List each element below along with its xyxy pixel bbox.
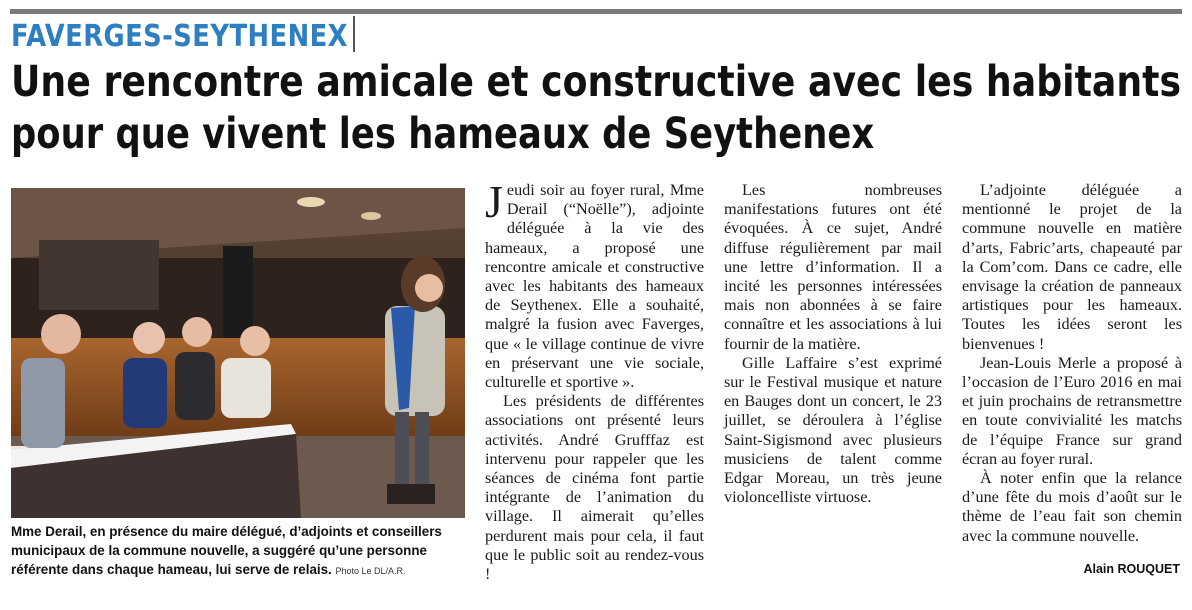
headline-line-1: Une rencontre amicale et constructive avec les habitants bbox=[11, 57, 1182, 107]
photo-caption bbox=[11, 522, 467, 581]
caption-text: Mme Derail, en présence du maire délégué, d’adjoints et conseillers municipaux de la commune nouvelle, a suggéré qu’une personne référente dans chaque hameau, lui serve de relais. bbox=[11, 524, 442, 577]
kicker-divider bbox=[353, 16, 355, 52]
paragraph-6: Jean-Louis Merle a proposé à l’occasion de l’Euro 2016 en mai et juin prochains de retransmettre en toute convivialité les matchs de l’équipe France sur grand écran au foyer rural. bbox=[962, 353, 1182, 468]
paragraph-7: À noter enfin que la relance d’une fête du mois d’août sur le thème de l’eau fait son chemin avec la commune nouvelle. bbox=[962, 469, 1182, 545]
article-photo bbox=[11, 188, 465, 518]
paragraph-2: Les présidents de différentes associations ont présenté leurs activités. André Grufffaz est intervenu pour rappeler que les séances de cinéma font partie intégrante de l’animation du village. Il aimerait qu’elles perdurent mais pour cela, il faut que le public soit au rendez-vous ! bbox=[485, 392, 704, 584]
article-column-1 bbox=[485, 176, 704, 584]
section-title: FAVERGES-SEYTHENEX bbox=[11, 18, 348, 54]
paragraph-3: Les nombreuses manifestations futures ont été évoquées. À ce sujet, André diffuse régulièrement par mail une lettre d’information. Il a incité les personnes intéressées mais non abonnées à se faire connaître et les associations à lui fournir de la matière. bbox=[724, 181, 942, 353]
section-kicker bbox=[11, 16, 403, 56]
drop-cap: J bbox=[485, 176, 503, 227]
paragraph-4: Gille Laffaire s’est exprimé sur le Festival musique et nature en Bauges dont un concert, le 23 juillet, se déroulera à l’église Saint-Sigismond avec plusieurs musiciens de talent comme Edgar Moreau, un très jeune violoncelliste virtuose. bbox=[724, 353, 942, 507]
top-rule bbox=[10, 9, 1182, 14]
headline-line-2: pour que vivent les hameaux de Seythenex bbox=[11, 109, 875, 159]
headline bbox=[11, 56, 1186, 160]
paragraph-1 bbox=[485, 176, 704, 392]
paragraph-5: L’adjointe déléguée a mentionné le projet de la commune nouvelle en matière d’arts, Fabric’arts, chapeauté par la Com’com. Dans ce cadre, elle envisage la création de panneaux artistiques pour les hameaux. Toutes les idées seront les bienvenues ! bbox=[962, 181, 1182, 353]
author-byline: Alain ROUQUET bbox=[1083, 562, 1180, 576]
meeting-photo-illustration bbox=[11, 188, 465, 518]
photo-credit: Photo Le DL/A.R. bbox=[335, 566, 406, 576]
paragraph-1-text: eudi soir au foyer rural, Mme Derail (“Noëlle”), adjointe déléguée à la vie des hameaux, a proposé une rencontre amicale et constructive avec les habitants des hameaux de Seythenex. Elle a souhaité, malgré la fusion avec Faverges, que « le village continue de vivre en préservant une vie sociale, culturelle et sportive ». bbox=[485, 181, 704, 392]
article-column-2 bbox=[724, 181, 942, 507]
article-column-3 bbox=[962, 181, 1182, 546]
